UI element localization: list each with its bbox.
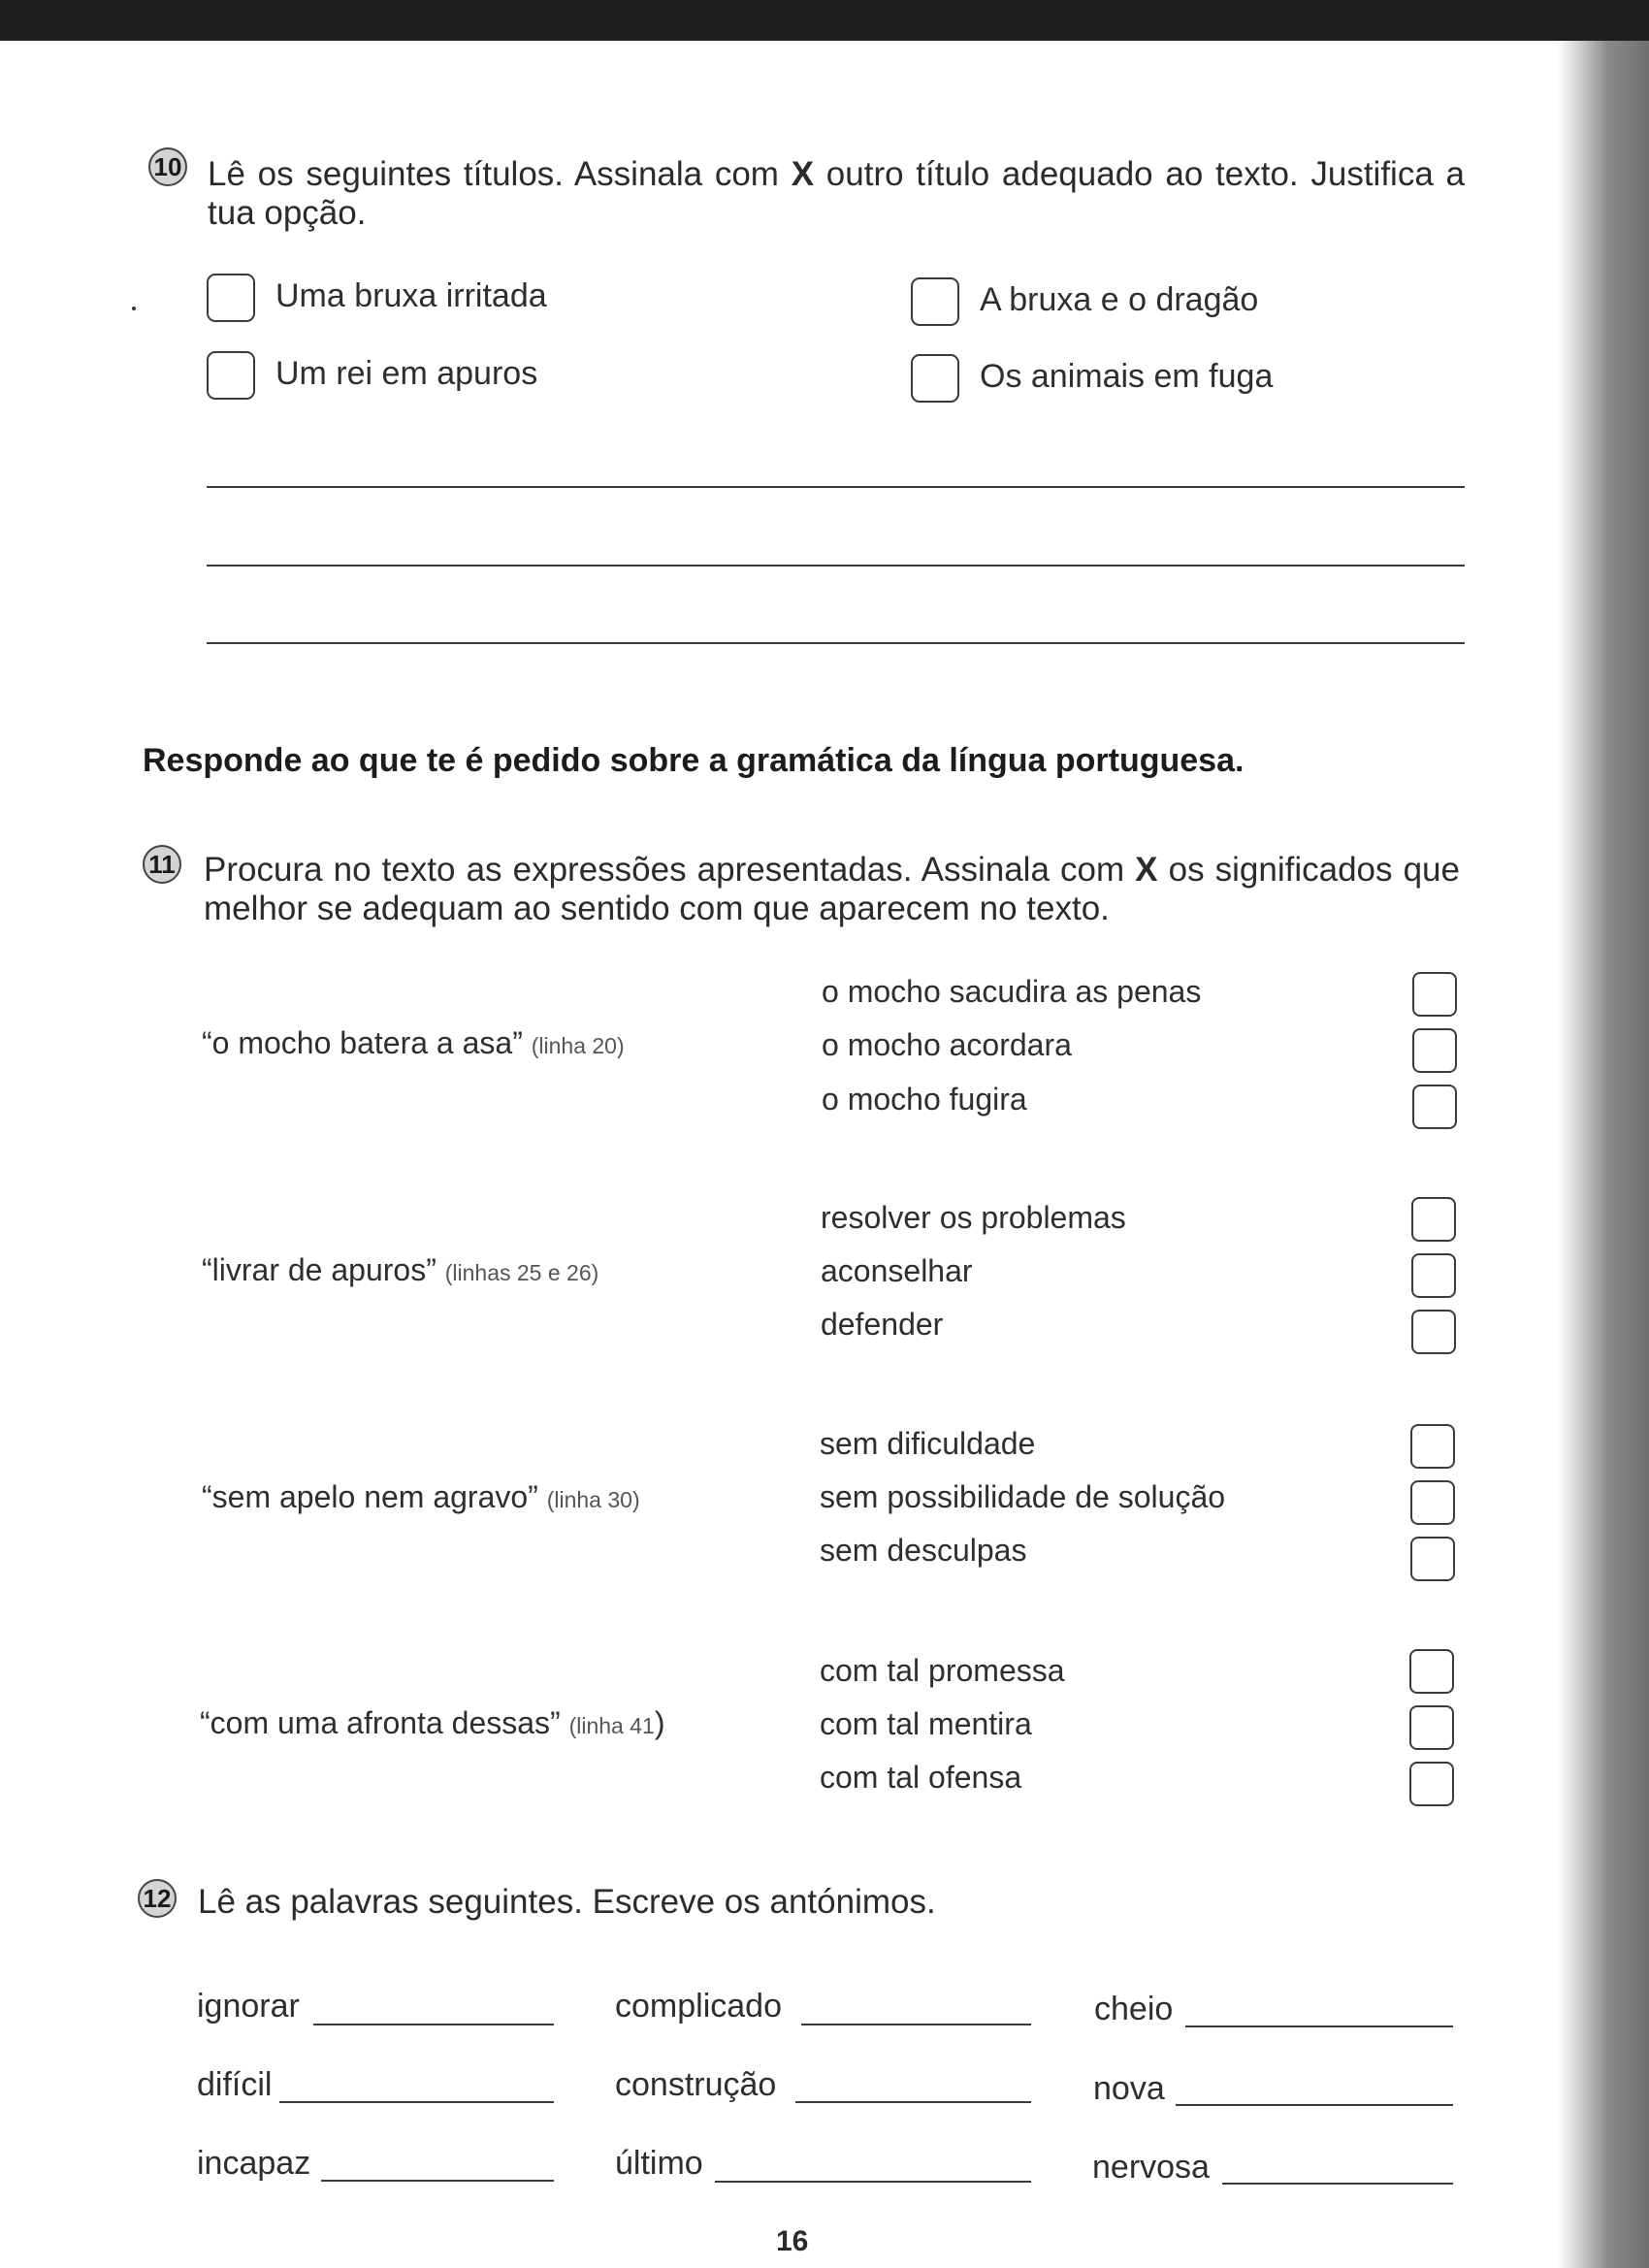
scan-top-border [0,0,1649,41]
checkbox-meaning-1-1[interactable] [1412,972,1457,1017]
antonym-line-construcao[interactable] [795,2101,1031,2103]
checkbox-meaning-3-1[interactable] [1410,1424,1455,1469]
question-number-10: 10 [148,147,187,186]
checkbox-meaning-2-3[interactable] [1411,1310,1456,1354]
question-number-11: 11 [143,845,181,884]
expression-2: “livrar de apuros” (linhas 25 e 26) [202,1252,599,1287]
checkbox-title-2[interactable] [911,277,959,326]
checkbox-meaning-2-2[interactable] [1411,1253,1456,1298]
word-nova: nova [1093,2070,1165,2107]
meaning-1-3: o mocho fugira [822,1082,1027,1117]
checkbox-meaning-2-1[interactable] [1411,1197,1456,1242]
meaning-3-3: sem desculpas [820,1533,1027,1568]
antonym-line-nervosa[interactable] [1222,2183,1453,2185]
meaning-4-2: com tal mentira [820,1706,1032,1741]
meaning-2-2: aconselhar [821,1253,973,1288]
option-label-title-1: Uma bruxa irritada [275,277,547,314]
word-dificil: difícil [197,2066,273,2103]
question-number-12: 12 [138,1879,177,1918]
justification-line-3[interactable] [207,642,1465,644]
option-label-title-2: A bruxa e o dragão [980,281,1259,318]
expression-4: “com uma afronta dessas” (linha 41) [200,1705,665,1740]
meaning-2-1: resolver os problemas [821,1200,1126,1235]
antonym-line-nova[interactable] [1176,2104,1453,2106]
question-10-text: Lê os seguintes títulos. Assinala com X outro título adequado ao texto. Justifica a tua opção. [208,155,1465,232]
word-complicado: complicado [615,1988,782,2025]
meaning-3-1: sem dificuldade [820,1426,1036,1461]
antonym-line-cheio[interactable] [1185,2025,1453,2027]
checkbox-meaning-3-3[interactable] [1410,1537,1455,1581]
meaning-1-2: o mocho acordara [822,1027,1072,1062]
antonym-line-incapaz[interactable] [321,2180,554,2182]
word-ultimo: último [615,2145,703,2182]
checkbox-meaning-3-2[interactable] [1410,1480,1455,1525]
antonym-line-ultimo[interactable] [715,2181,1031,2183]
word-ignorar: ignorar [197,1988,300,2025]
meaning-2-3: defender [821,1307,944,1342]
antonym-line-complicado[interactable] [801,2024,1031,2025]
checkbox-title-1[interactable] [207,274,255,322]
justification-line-2[interactable] [207,565,1465,567]
meaning-4-3: com tal ofensa [820,1760,1022,1795]
option-label-title-3: Um rei em apuros [275,355,538,392]
section-heading: Responde ao que te é pedido sobre a gramática da língua portuguesa. [143,742,1245,779]
meaning-4-1: com tal promessa [820,1653,1065,1688]
scan-binding-shadow [1557,41,1649,2268]
checkbox-meaning-1-2[interactable] [1412,1028,1457,1073]
checkbox-meaning-4-3[interactable] [1409,1762,1454,1806]
option-label-title-4: Os animais em fuga [980,358,1274,395]
meaning-1-1: o mocho sacudira as penas [822,974,1202,1009]
checkbox-meaning-1-3[interactable] [1412,1085,1457,1129]
expression-3: “sem apelo nem agravo” (linha 30) [202,1479,640,1514]
antonym-line-ignorar[interactable] [313,2024,554,2025]
question-12-text: Lê as palavras seguintes. Escreve os antónimos. [198,1883,936,1921]
x-mark: X [1135,851,1158,889]
page-number: 16 [776,2225,809,2257]
justification-line-1[interactable] [207,486,1465,488]
antonym-line-dificil[interactable] [279,2101,554,2103]
word-cheio: cheio [1094,1991,1174,2027]
meaning-3-2: sem possibilidade de solução [820,1479,1226,1514]
expression-1: “o mocho batera a asa” (linha 20) [202,1025,625,1060]
word-nervosa: nervosa [1092,2149,1210,2186]
question-11-text: Procura no texto as expressões apresentadas. Assinala com X os significados que melhor se adequam ao sentido com que aparecem no texto. [204,851,1460,927]
x-mark: X [791,155,815,193]
checkbox-meaning-4-1[interactable] [1409,1649,1454,1694]
checkbox-title-4[interactable] [911,354,959,403]
checkbox-meaning-4-2[interactable] [1409,1705,1454,1750]
word-incapaz: incapaz [197,2145,311,2182]
checkbox-title-3[interactable] [207,351,255,400]
word-construcao: construção [615,2066,777,2103]
worksheet-page [0,41,1562,2268]
scan-speck [132,307,136,310]
